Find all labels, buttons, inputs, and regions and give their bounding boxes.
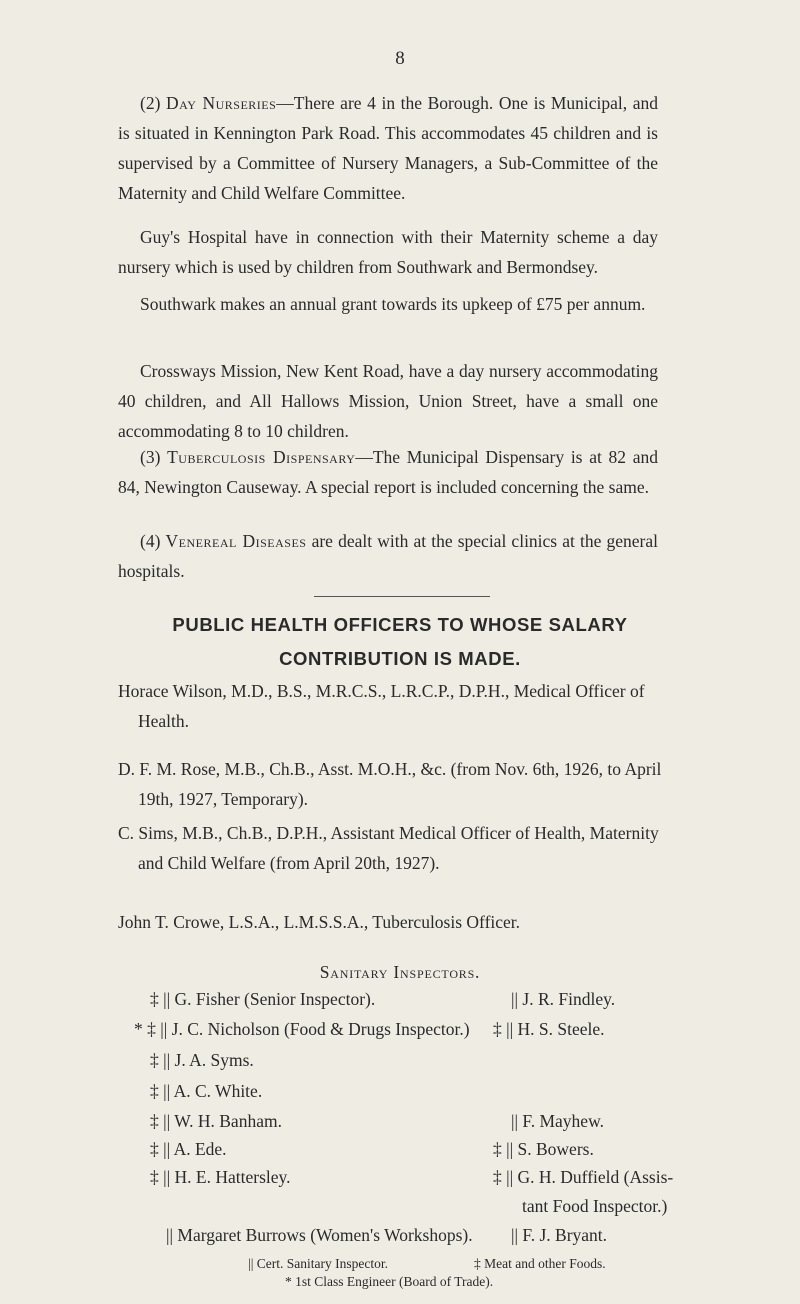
- inspector-marks: ‡ ||: [150, 1111, 171, 1131]
- paragraph-text: —The Municipal Dispensary is at 82 and 84, Newington Causeway. A special report is included concerning the same.: [118, 447, 658, 497]
- section-heading-day-nurseries: Day Nurseries: [166, 93, 277, 113]
- paragraph-number: (2): [140, 93, 161, 113]
- officer-entry: John T. Crowe, L.S.A., L.M.S.S.A., Tuberculosis Officer.: [118, 912, 521, 932]
- paragraph-tuberculosis: [118, 442, 658, 502]
- footnote-meat: ‡ Meat and other Foods.: [474, 1256, 606, 1271]
- paragraph-number: (3): [140, 447, 161, 467]
- inspector-name: G. Fisher (Senior Inspector).: [174, 989, 376, 1009]
- inspector-marks: ‡ ||: [150, 1081, 171, 1101]
- inspector-marks: ‡ ||: [150, 989, 171, 1009]
- inspector-name: H. E. Hattersley.: [174, 1167, 291, 1187]
- inspector-entry: [493, 1162, 673, 1192]
- inspector-entry: [166, 1220, 473, 1250]
- paragraph-text: are dealt with at the special clinics at the general hospitals.: [118, 531, 659, 581]
- inspector-name: A. Ede.: [173, 1139, 227, 1159]
- inspector-name: H. S. Steele.: [517, 1019, 605, 1039]
- officer-entry: Horace Wilson, M.D., B.S., M.R.C.S., L.R.C.P., D.P.H., Medical Officer of Health.: [118, 681, 645, 731]
- inspector-entry: [150, 1162, 291, 1192]
- inspector-marks: ‡ ||: [493, 1167, 514, 1187]
- inspector-marks: ‡ ||: [150, 1167, 171, 1187]
- inspector-entry: [150, 1134, 227, 1164]
- inspector-entry-continued: [522, 1191, 667, 1221]
- inspector-name: A. C. White.: [173, 1081, 263, 1101]
- officers-heading-line1: PUBLIC HEALTH OFFICERS TO WHOSE SALARY: [172, 614, 628, 635]
- section-heading-venereal: Venereal Diseases: [165, 531, 307, 551]
- inspector-name: W. H. Banham.: [174, 1111, 282, 1131]
- inspector-name: G. H. Duffield (Assis-: [517, 1167, 674, 1187]
- inspector-name: F. Mayhew.: [522, 1111, 604, 1131]
- divider: [314, 596, 490, 597]
- inspector-name: J. R. Findley.: [522, 989, 616, 1009]
- paragraph-number: (4): [140, 531, 161, 551]
- inspector-name: S. Bowers.: [517, 1139, 594, 1159]
- inspector-entry: [493, 1134, 594, 1164]
- footnote-cert: || Cert. Sanitary Inspector.: [248, 1256, 388, 1271]
- inspector-marks: ||: [511, 1225, 519, 1245]
- inspector-entry: [150, 1045, 254, 1075]
- inspector-marks: ‡ ||: [150, 1139, 171, 1159]
- officers-heading-line2: CONTRIBUTION IS MADE.: [279, 648, 521, 669]
- inspector-entry: [150, 1076, 262, 1106]
- inspector-marks: ||: [511, 989, 519, 1009]
- sanitary-inspectors-heading: Sanitary Inspectors.: [319, 962, 481, 982]
- inspector-entry: [511, 1106, 604, 1136]
- footnote-engineer: * 1st Class Engineer (Board of Trade).: [285, 1274, 494, 1289]
- inspector-entry: [150, 1106, 282, 1136]
- officer-entry: C. Sims, M.B., Ch.B., D.P.H., Assistant Medical Officer of Health, Maternity and Child Welfare (from April 20th, 1927).: [118, 823, 659, 873]
- officer-entry: D. F. M. Rose, M.B., Ch.B., Asst. M.O.H., &c. (from Nov. 6th, 1926, to April 19th, 1927, Temporary).: [118, 759, 662, 809]
- inspector-entry: [511, 1220, 607, 1250]
- paragraph-day-nurseries: [118, 88, 658, 208]
- inspector-marks: ‡ ||: [150, 1050, 171, 1070]
- inspector-name: J. A. Syms.: [174, 1050, 254, 1070]
- inspector-marks: ‡ ||: [493, 1139, 514, 1159]
- paragraph-venereal: [118, 526, 658, 586]
- inspector-name: tant Food Inspector.): [522, 1196, 668, 1216]
- inspector-name: Margaret Burrows (Women's Workshops).: [177, 1225, 473, 1245]
- page-number: 8: [395, 48, 405, 69]
- paragraph-guys-hospital: Guy's Hospital have in connection with their Maternity scheme a day nursery which is used by children from Southwark and Bermondsey.: [118, 227, 658, 277]
- paragraph-southwark-grant: Southwark makes an annual grant towards its upkeep of £75 per annum.: [140, 294, 646, 314]
- inspector-entry: [150, 984, 375, 1014]
- inspector-marks: * ‡ ||: [134, 1019, 168, 1039]
- section-heading-tuberculosis: Tuberculosis Dispensary: [167, 447, 356, 467]
- inspector-marks: ||: [166, 1225, 174, 1245]
- inspector-entry: [493, 1014, 605, 1044]
- inspector-name: J. C. Nicholson (Food & Drugs Inspector.): [171, 1019, 470, 1039]
- inspector-name: F. J. Bryant.: [522, 1225, 608, 1245]
- inspector-entry: [511, 984, 615, 1014]
- paragraph-text: —There are 4 in the Borough. One is Municipal, and is situated in Kennington Park Road. This accommodates 45 children and is supervised by a Committee of Nursery Managers, a Sub-Committee of the Maternity and Child Welfare Committee.: [118, 93, 659, 203]
- inspector-marks: ‡ ||: [493, 1019, 514, 1039]
- paragraph-crossways: Crossways Mission, New Kent Road, have a day nursery accommodating 40 children, and All Hallows Mission, Union Street, have a small one accommodating 8 to 10 children.: [118, 361, 658, 441]
- inspector-entry: [134, 1014, 470, 1044]
- inspector-marks: ||: [511, 1111, 519, 1131]
